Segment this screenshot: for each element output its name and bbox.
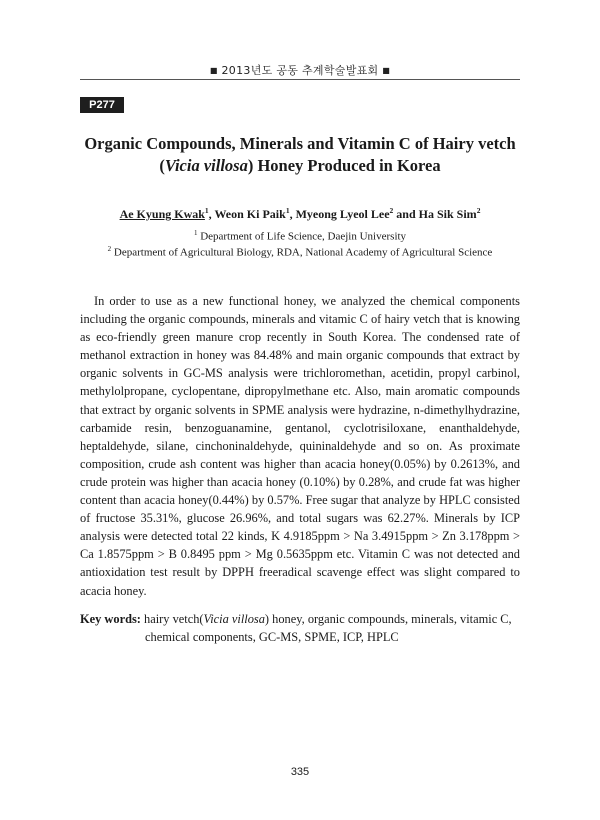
paper-title bbox=[80, 133, 520, 177]
square-bullet-icon: ■ bbox=[209, 66, 218, 75]
keywords bbox=[80, 610, 520, 646]
proceedings-title: 2013년도 공동 추계학술발표회 bbox=[221, 64, 379, 77]
proceedings-header bbox=[80, 62, 520, 78]
page-number: 335 bbox=[290, 766, 310, 778]
author: Ae Kyung Kwak$^1$, bbox=[119, 206, 215, 221]
title-line-2: (Vicia villosa) Honey Produced in Korea bbox=[159, 156, 441, 175]
affiliation-1: $^1$ Department of Life Science, Daejin University bbox=[193, 229, 407, 243]
author: Myeong Lyeol Lee$^2$ and bbox=[295, 206, 419, 221]
title-line-1: Organic Compounds, Minerals and Vitamin C of Hairy vetch bbox=[84, 134, 516, 153]
keywords-label: Key words: bbox=[80, 612, 141, 626]
keywords-line-1: Key words: hairy vetch(Vicia villosa) honey, organic compounds, minerals, vitamic C, bbox=[80, 612, 512, 626]
author: Weon Ki Paik$^1$, bbox=[214, 206, 296, 221]
poster-tag: P277 bbox=[80, 97, 124, 113]
author: Ha Sik Sim$^2$ bbox=[418, 206, 481, 221]
author-list bbox=[60, 206, 540, 222]
square-bullet-icon: ■ bbox=[382, 66, 391, 75]
abstract-body: In order to use as a new functional honey, we analyzed the chemical components including the organic compounds, minerals and vitamic C of hairy vetch that is knowing as eco-friendly green manure crop recently in South Korea. The condensed rate of methanol extraction in honey was 84.48% and main organic compounds that extract by organic solvents in GC-MS analysis were trichloromethan, acetidin, propyl carbinol, methylolpropane, cyclopentane, dipropylmethane etc. Also, main aromatic compounds that extract by organic solvents in SPME analysis were hydrazine, n-dimethylhydrazine, carbamide resin, benzoguanamine, gentanol, cyclotrisiloxane, enanthaldehyde, heptaldehyde, silane, cinchoninaldehyde, quininaldehyde and so on. As proximate composition, crude ash content was higher than acacia honey(0.05%) by 0.2613%, and crude protein was higher than acacia honey (0.10%) by 0.28%, and crude fat was higher content than acacia honey(0.44%) by 0.57%. Free sugar that analyze by HPLC consisted of fructose 35.31%, glucose 26.96%, and total sugars was 62.27%. Minerals by ICP analysis were detected total 22 kinds, K 4.9185ppm > Na 3.4915ppm > Zn 3.178ppm > Ca 1.8575ppm > B 0.8495 ppm > Mg 0.5635ppm etc. Vitamin C was not detected and antioxidation test result by DPPH freeradical scavenge effect was slight compared to acacia honey. bbox=[80, 294, 520, 598]
affiliation-2: $^2$ Department of Agricultural Biology, RDA, National Academy of Agricultural Science bbox=[107, 245, 493, 259]
species-name: Vicia villosa bbox=[164, 156, 248, 175]
keywords-line-2: chemical components, GC-MS, SPME, ICP, HPLC bbox=[145, 630, 399, 645]
header-rule bbox=[80, 79, 520, 80]
species-name: Vicia villosa bbox=[203, 612, 265, 626]
